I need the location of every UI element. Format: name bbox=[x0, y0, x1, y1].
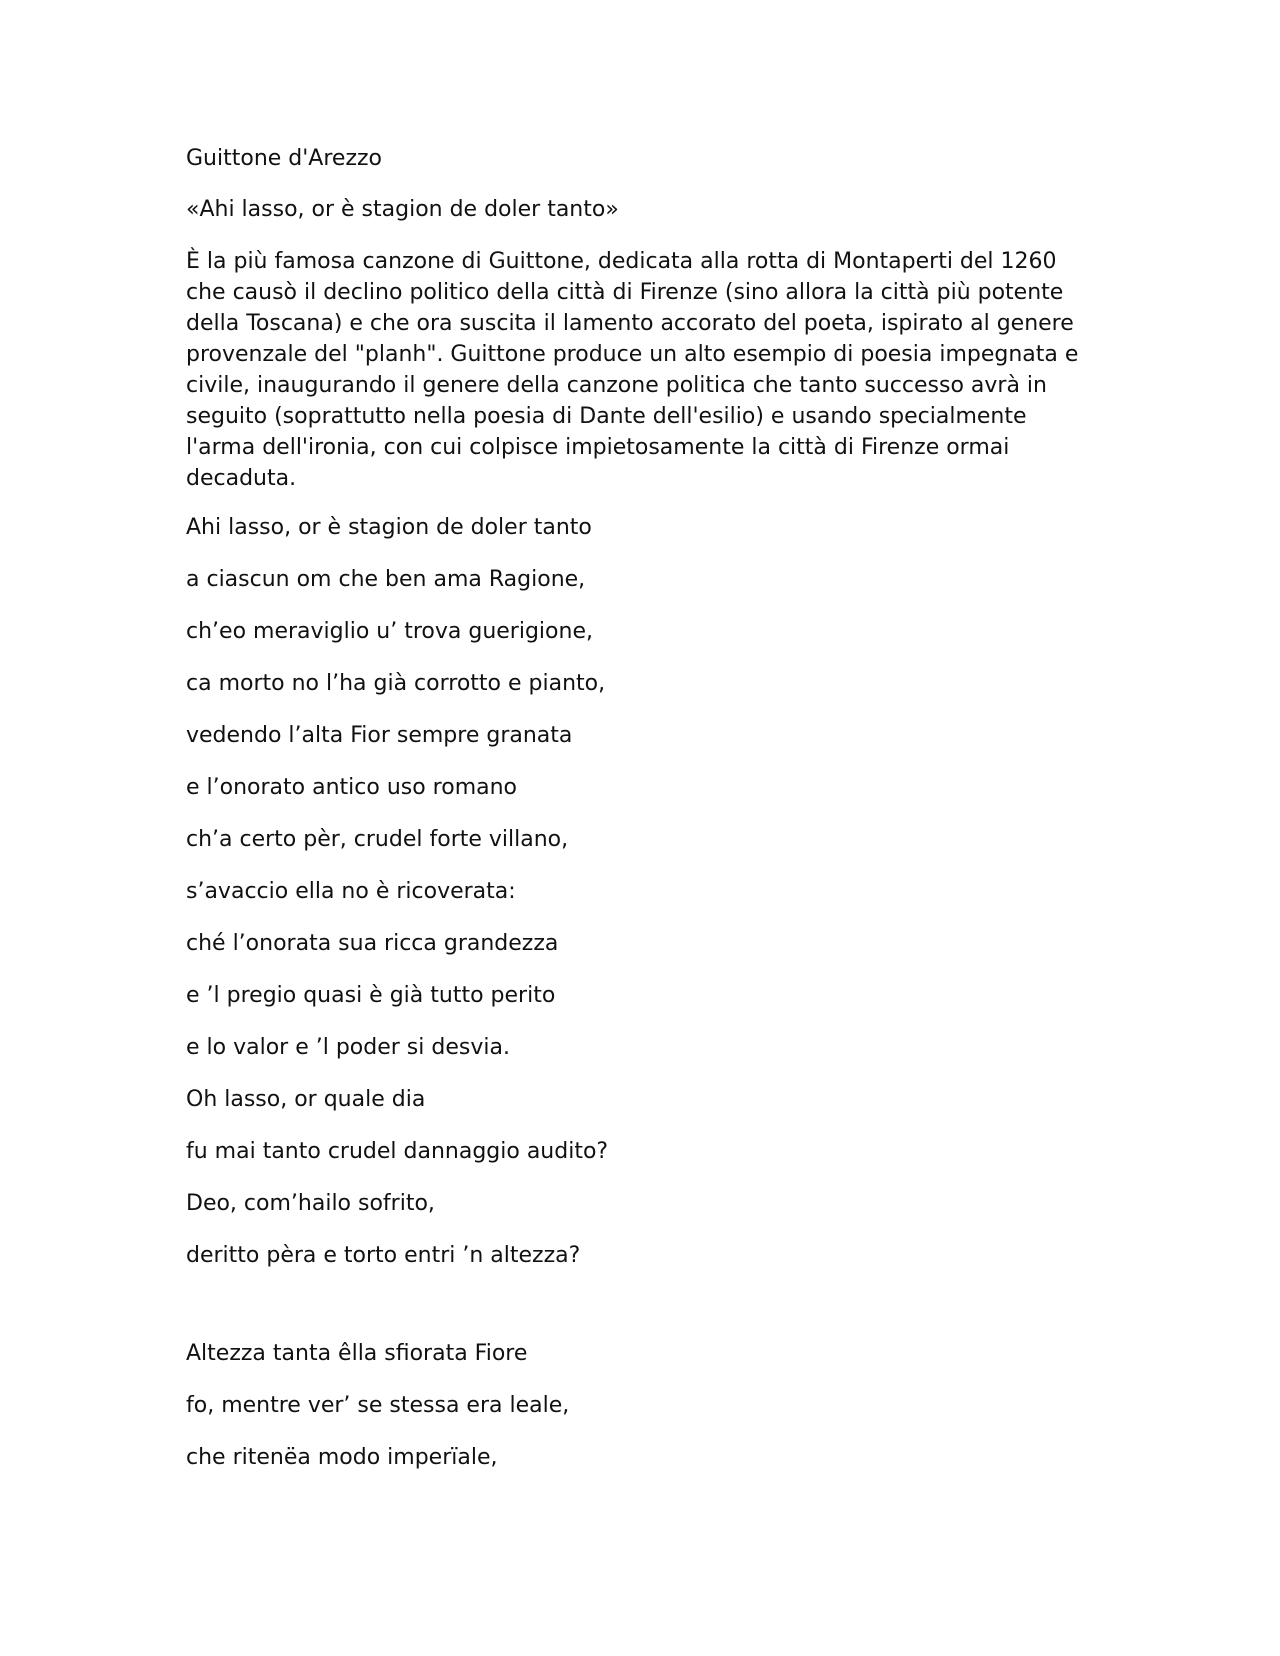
verse-line: deritto pèra e torto entri ’n altezza? bbox=[186, 1243, 581, 1268]
verse-line: ch’eo meraviglio u’ trova guerigione, bbox=[186, 619, 593, 644]
verse-line: fo, mentre ver’ se stessa era leale, bbox=[186, 1393, 570, 1418]
verse-line: Oh lasso, or quale dia bbox=[186, 1087, 426, 1112]
poem-title: «Ahi lasso, or è stagion de doler tanto» bbox=[186, 197, 619, 222]
verse-line: fu mai tanto crudel dannaggio audito? bbox=[186, 1139, 609, 1164]
verse-line: Altezza tanta êlla sfiorata Fiore bbox=[186, 1341, 528, 1366]
intro-paragraph: È la più famosa canzone di Guittone, dedicata alla rotta di Montaperti del 1260 che causò il declino politico della città di Firenze (sino allora la città più potente della Toscana) e che ora suscita il lamento accorato del poeta, ispirato al genere provenzale del "planh". Guittone produce un alto esempio di poesia impegnata e civile, inaugurando il genere della canzone politica che tanto successo avrà in seguito (soprattutto nella poesia di Dante dell'esilio) e usando specialmente l'arma dell'ironia, con cui colpisce impietosamente la città di Firenze ormai decaduta. bbox=[186, 249, 1079, 491]
stanza-gap bbox=[186, 1295, 1086, 1341]
verse-line: e ’l pregio quasi è già tutto perito bbox=[186, 983, 556, 1008]
verse-line: a ciascun om che ben ama Ragione, bbox=[186, 567, 586, 592]
stanza-2 bbox=[186, 1341, 1086, 1471]
verse-line: e lo valor e ’l poder si desvia. bbox=[186, 1035, 510, 1060]
verse-line: Deo, com’hailo sofrito, bbox=[186, 1191, 435, 1216]
stanza-1 bbox=[186, 515, 1086, 1269]
verse-line: s’avaccio ella no è ricoverata: bbox=[186, 879, 516, 904]
document-body bbox=[186, 146, 1086, 1497]
author-heading: Guittone d'Arezzo bbox=[186, 146, 383, 171]
verse-line: ché l’onorata sua ricca grandezza bbox=[186, 931, 559, 956]
verse-line: e l’onorato antico uso romano bbox=[186, 775, 518, 800]
verse-line: vedendo l’alta Fior sempre granata bbox=[186, 723, 573, 748]
verse-line: ca morto no l’ha già corrotto e pianto, bbox=[186, 671, 606, 696]
verse-line: ch’a certo pèr, crudel forte villano, bbox=[186, 827, 569, 852]
verse-line: che ritenëa modo imperïale, bbox=[186, 1445, 498, 1470]
verse-line: Ahi lasso, or è stagion de doler tanto bbox=[186, 515, 592, 540]
